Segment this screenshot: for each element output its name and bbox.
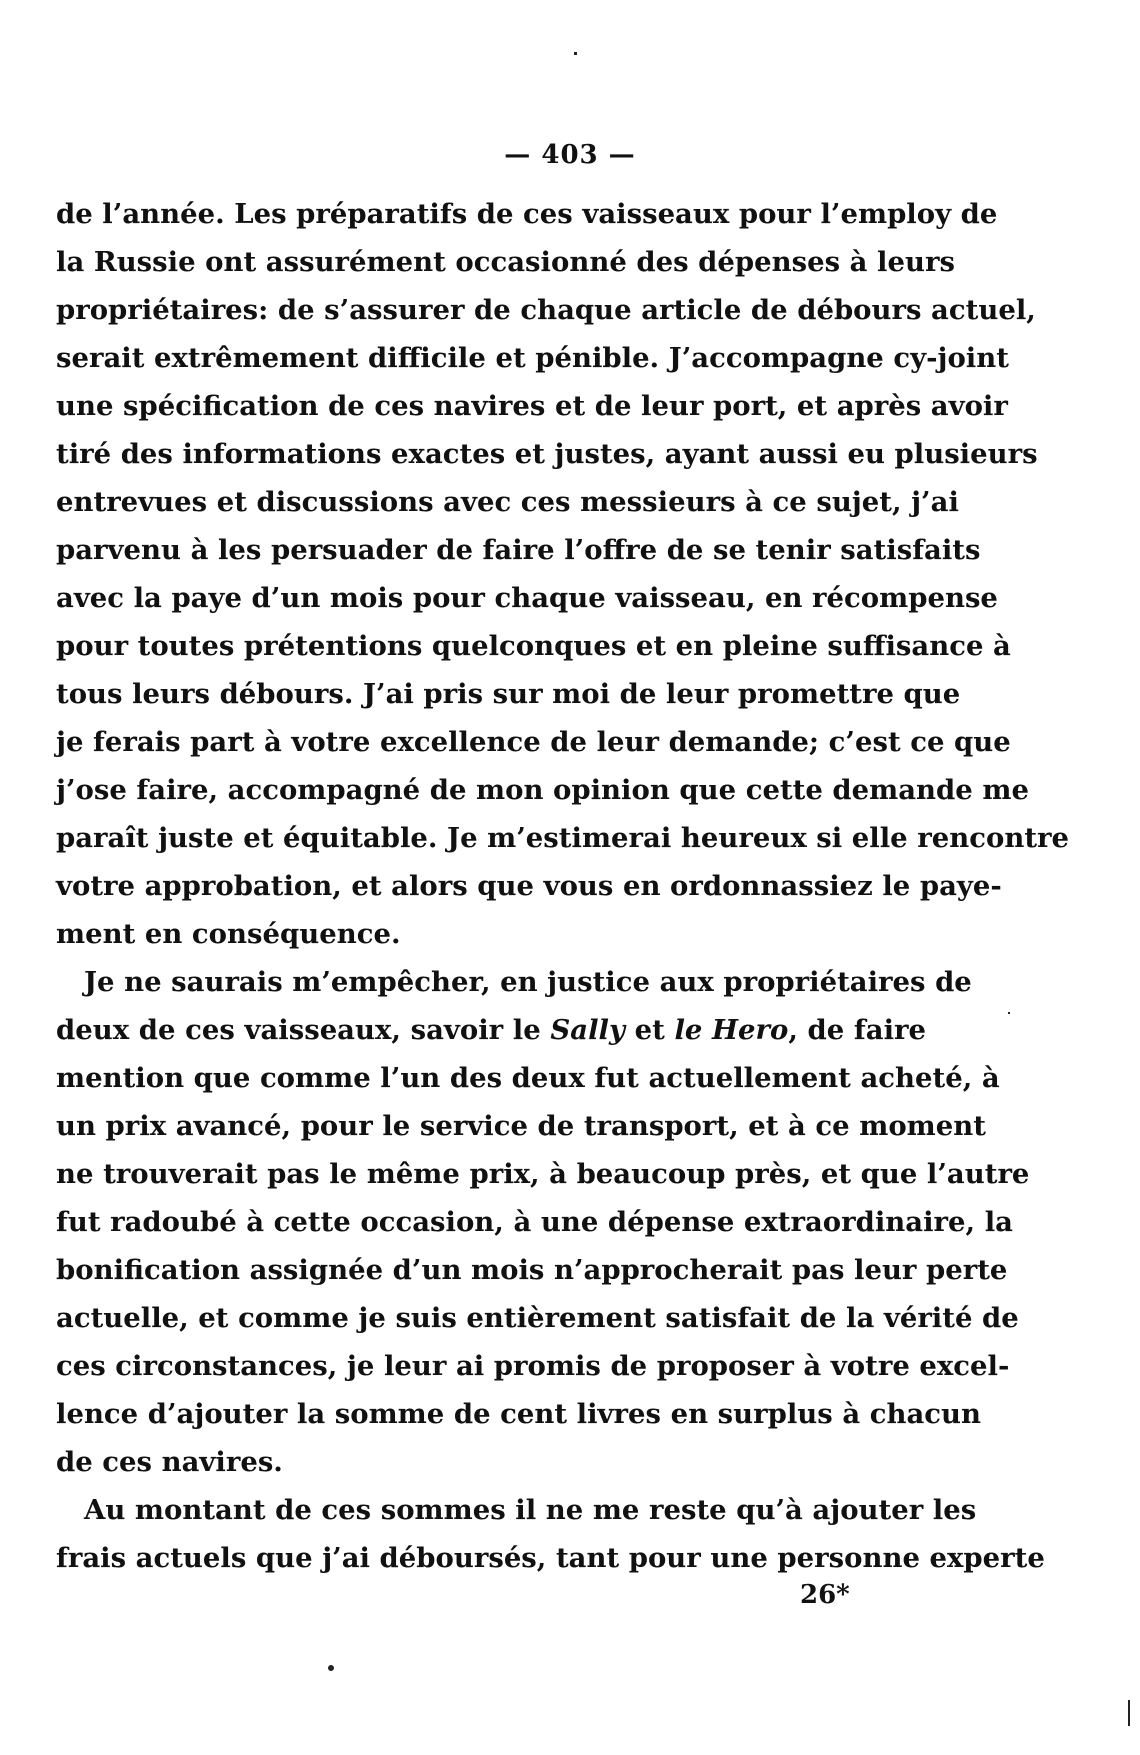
text-line: de l’année. Les préparatifs de ces vaisseaux pour l’employ de [56, 198, 998, 230]
paragraph-start-line: Au montant de ces sommes il ne me reste qu’à ajouter les [84, 1494, 977, 1526]
text-line: pour toutes prétentions quelconques et en pleine suffisance à [56, 630, 1011, 662]
text-line: paraît juste et équitable. Je m’estimerai heureux si elle rencontre [56, 822, 1070, 854]
text-line: j’ose faire, accompagné de mon opinion que cette demande me [56, 774, 1029, 806]
text-line: serait extrêmement difficile et pénible. J’accompagne cy-joint [56, 342, 1009, 374]
text-line: avec la paye d’un mois pour chaque vaisseau, en récompense [56, 582, 998, 614]
print-speck [328, 1665, 334, 1671]
text-segment: et [624, 1014, 675, 1046]
ship-name: Sally [550, 1014, 625, 1046]
text-line: lence d’ajouter la somme de cent livres en surplus à chacun [56, 1398, 982, 1430]
text-line: un prix avancé, pour le service de transport, et à ce moment [56, 1110, 986, 1142]
text-line: fut radoubé à cette occasion, à une dépense extraordinaire, la [56, 1206, 1013, 1238]
text-line: bonification assignée d’un mois n’approcherait pas leur perte [56, 1254, 1008, 1286]
print-speck [1128, 1700, 1130, 1726]
print-speck [1008, 1012, 1010, 1014]
paragraph-end-line: ment en conséquence. [56, 918, 401, 950]
text-line: propriétaires: de s’assurer de chaque article de débours actuel, [56, 294, 1036, 326]
text-line: votre approbation, et alors que vous en ordonnassiez le paye- [56, 870, 1002, 902]
text-line: la Russie ont assurément occasionné des dépenses à leurs [56, 246, 955, 278]
text-line: tiré des informations exactes et justes, ayant aussi eu plusieurs [56, 438, 1038, 470]
page-number: — 403 — [504, 140, 636, 170]
text-line: parvenu à les persuader de faire l’offre de se tenir satisfaits [56, 534, 981, 566]
text-line: entrevues et discussions avec ces messieurs à ce sujet, j’ai [56, 486, 959, 518]
text-line: je ferais part à votre excellence de leur demande; c’est ce que [56, 726, 1011, 758]
text-line: une spécification de ces navires et de leur port, et après avoir [56, 390, 1008, 422]
text-line: tous leurs débours. J’ai pris sur moi de leur promettre que [56, 678, 961, 710]
text-line: ces circonstances, je leur ai promis de proposer à votre excel- [56, 1350, 1010, 1382]
print-speck [574, 52, 577, 55]
ship-name: le Hero [674, 1014, 789, 1046]
signature-mark: 26* [800, 1580, 850, 1610]
body-text [56, 190, 1070, 1582]
text-line: frais actuels que j’ai déboursés, tant pour une personne experte [56, 1542, 1045, 1574]
text-line-with-ship-names [56, 1006, 926, 1054]
paragraph-start-line: Je ne saurais m’empêcher, en justice aux propriétaires de [84, 966, 972, 998]
text-segment: , de faire [788, 1014, 927, 1046]
text-line: ne trouverait pas le même prix, à beaucoup près, et que l’autre [56, 1158, 1030, 1190]
paragraph-end-line: de ces navires. [56, 1446, 283, 1478]
text-segment: deux de ces vaisseaux, savoir le [56, 1014, 551, 1046]
text-line: actuelle, et comme je suis entièrement satisfait de la vérité de [56, 1302, 1019, 1334]
text-line: mention que comme l’un des deux fut actuellement acheté, à [56, 1062, 1000, 1094]
